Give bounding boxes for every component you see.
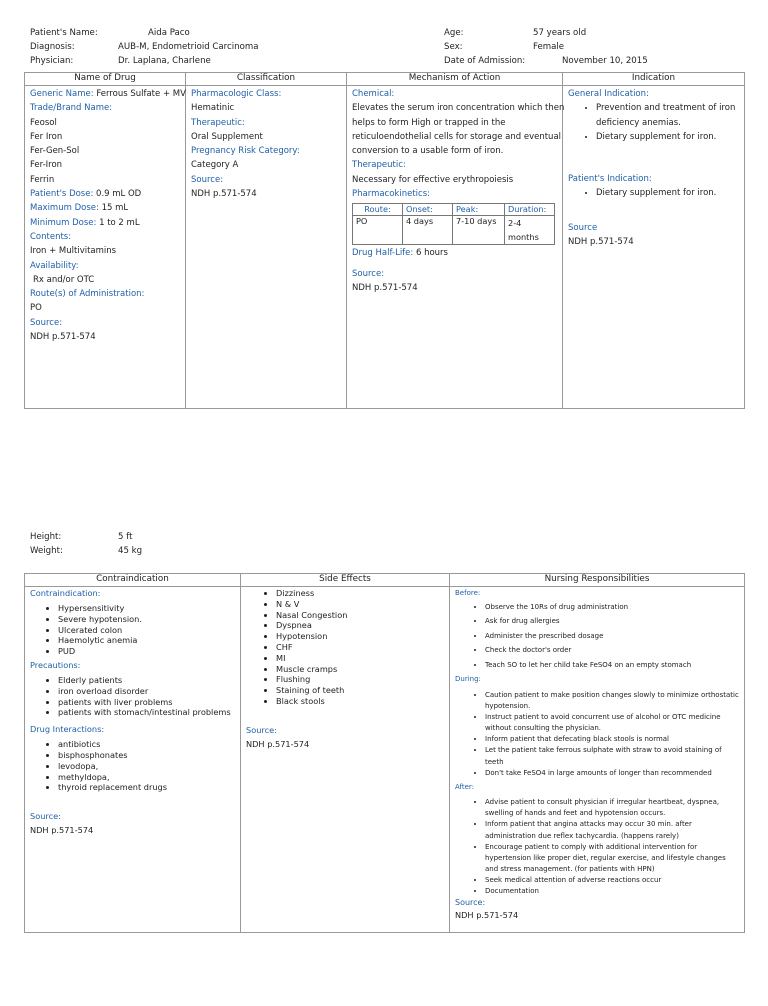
pk-route: PO (353, 216, 403, 245)
age-value: 57 years old (533, 28, 587, 38)
availability-label: Availability: (30, 260, 79, 271)
patient-dose-label: Patient's Dose: (30, 189, 94, 200)
during-item: • Don't take FeSO4 in large amounts of longer than recommended (485, 768, 739, 779)
precaution-item: • patients with liver problems (58, 697, 235, 708)
height-value: 5 ft (118, 532, 133, 542)
age-label: Age: (444, 28, 464, 38)
after-label: After: (455, 782, 475, 791)
mech-therapeutic-value: Necessary for effective erythropoiesis (352, 174, 514, 185)
after-item: • Advise patient to consult physician if irregular heartbeat, dyspnea, swelling of hands and feet and hypotension occurs. (485, 797, 739, 819)
interaction-item: • thyroid replacement drugs (58, 782, 235, 793)
side-effect-item: • Hypotension (276, 631, 444, 642)
side-effect-item: • Muscle cramps (276, 664, 444, 675)
class-source-label: Source: (191, 174, 224, 185)
classification-cell (186, 86, 347, 409)
mechanism-cell (347, 86, 563, 409)
pregnancy-value: Category A (191, 160, 239, 171)
during-item: • Let the patient take ferrous sulphate with straw to avoid staining of teeth (485, 745, 739, 767)
route-value: PO (30, 303, 42, 314)
pharm-class-label: Pharmacologic Class: (191, 89, 282, 99)
admission-label: Date of Admission: (444, 56, 526, 66)
generic-label: Generic Name: (30, 89, 94, 99)
max-dose-value: 15 mL (101, 203, 129, 214)
trade-item: Fer-Gen-Sol (30, 146, 80, 157)
patient-indication-label: Patient's Indication: (568, 174, 652, 185)
during-item: • Instruct patient to avoid concurrent use of alcohol or OTC medicine without consulting the physician. (485, 712, 739, 734)
weight-value: 45 kg (118, 546, 143, 556)
therapeutic-class-label: Therapeutic: (191, 117, 245, 128)
side-effect-item: • Dyspnea (276, 620, 444, 631)
pharmacokinetics-label: Pharmacokinetics: (352, 189, 430, 200)
chemical-line: helps to form High or trapped in the (352, 117, 506, 128)
height-label: Height: (30, 532, 62, 542)
precaution-item: • Elderly patients (58, 675, 235, 686)
trade-item: Fer Iron (30, 131, 63, 142)
weight-label: Weight: (30, 546, 63, 556)
nursing-source-label: Source: (455, 898, 486, 908)
physician-label: Physician: (30, 56, 74, 66)
contents-value: Iron + Multivitamins (30, 246, 117, 257)
pk-header-onset: Onset: (403, 204, 453, 216)
pregnancy-label: Pregnancy Risk Category: (191, 146, 300, 157)
during-label: During: (455, 675, 481, 684)
admission-value: November 10, 2015 (562, 56, 648, 66)
precaution-item: • iron overload disorder (58, 686, 235, 697)
after-item: • Encourage patient to comply with additional intervention for hypertension like proper diet, regular exercise, and lifestyle changes and stress management. (for patients with HPN) (485, 842, 739, 875)
halflife-label: Drug Half-Life: (352, 248, 414, 259)
after-item: • Seek medical attention of adverse reactions occur (485, 875, 739, 886)
pk-header-route: Route: (353, 204, 403, 216)
interaction-item: • levodopa, (58, 761, 235, 772)
physician-value: Dr. Laplana, Charlene (118, 56, 211, 66)
trade-item: Fer-Iron (30, 160, 63, 171)
before-item: • Check the doctor's order (485, 645, 739, 656)
precaution-item: • patients with stomach/intestinal problems (58, 707, 235, 718)
after-item: • Documentation (485, 886, 739, 897)
pk-header-duration: Duration: (505, 204, 555, 216)
therapeutic-class-value: Oral Supplement (191, 131, 263, 142)
interactions-label: Drug Interactions: (30, 724, 105, 735)
nursing-source-value: NDH p.571-574 (455, 909, 519, 920)
side-effect-item: • Dizziness (276, 588, 444, 599)
during-item: • Caution patient to make position changes slowly to minimize orthostatic hypotension. (485, 690, 739, 712)
header-name-of-drug: Name of Drug (25, 73, 186, 86)
interaction-item: • antibiotics (58, 739, 235, 750)
availability-value: Rx and/or OTC (33, 274, 95, 285)
mech-source-label: Source: (352, 268, 385, 279)
pharm-class-value: Hematinic (191, 103, 235, 114)
contra-source-label: Source: (30, 811, 61, 822)
chemical-line: Elevates the serum iron concentration which then (352, 103, 565, 114)
header-classification: Classification (186, 73, 347, 86)
halflife-value: 6 hours (415, 248, 448, 259)
contraindication-item: • Haemolytic anemia (58, 635, 235, 646)
side-effect-item: • Black stools (276, 696, 444, 707)
contraindication-item: • Hypersensitivity (58, 603, 235, 614)
header-indication: Indication (563, 73, 745, 86)
side-effect-item: • Nasal Congestion (276, 610, 444, 621)
side-effect-item: • CHF (276, 642, 444, 653)
route-label: Route(s) of Administration: (30, 289, 145, 300)
before-item: • Ask for drug allergies (485, 616, 739, 627)
side-effects-cell (241, 587, 450, 933)
trade-item: Ferrin (30, 174, 55, 185)
during-item: • Inform patient that defecating black stools is normal (485, 734, 739, 745)
side-effect-item: • MI (276, 653, 444, 664)
min-dose-value: 1 to 2 mL (99, 217, 140, 228)
diagnosis-value: AUB-M, Endometrioid Carcinoma (118, 42, 259, 52)
pk-header-peak: Peak: (453, 204, 505, 216)
header-mechanism: Mechanism of Action (347, 73, 563, 86)
before-label: Before: (455, 589, 481, 597)
chemical-line: reticuloendothelial cells for storage and eventual (352, 131, 562, 142)
general-indication-label: General Indication: (568, 89, 649, 99)
pk-peak: 7-10 days (453, 216, 505, 245)
contents-label: Contents: (30, 231, 72, 242)
before-item: • Teach SO to let her child take FeSO4 on an empty stomach (485, 660, 739, 671)
interaction-item: • methyldopa, (58, 772, 235, 783)
mech-source-value: NDH p.571-574 (352, 282, 418, 293)
sex-label: Sex: (444, 42, 463, 52)
pk-duration: 2-4 months (505, 216, 555, 245)
generic-value: Ferrous Sulfate + MV (96, 89, 186, 99)
diagnosis-label: Diagnosis: (30, 42, 75, 52)
patient-indication-item: • Dietary supplement for iron. (596, 186, 739, 200)
contraindication-label: Contraindication: (30, 588, 101, 598)
nursing-cell (450, 587, 745, 933)
contraindication-item: • Severe hypotension. (58, 614, 235, 625)
patient-dose-value: 0.9 mL OD (96, 189, 142, 200)
interaction-item: • bisphosphonates (58, 750, 235, 761)
pk-onset: 4 days (403, 216, 453, 245)
indication-cell (563, 86, 745, 409)
side-source-label: Source: (246, 724, 277, 735)
patient-name-label: Patient's Name: (30, 28, 98, 38)
contraindication-item: • PUD (58, 646, 235, 657)
drug-study-table (24, 72, 745, 409)
contra-source-value: NDH p.571-574 (30, 825, 94, 836)
pharmacokinetics-table (352, 203, 555, 245)
header-nursing: Nursing Responsibilities (450, 574, 745, 587)
sex-value: Female (533, 42, 565, 52)
precautions-label: Precautions: (30, 659, 81, 670)
contraindication-cell (25, 587, 241, 933)
drug-name-cell (25, 86, 186, 409)
min-dose-label: Minimum Dose: (30, 217, 97, 228)
side-source-value: NDH p.571-574 (246, 738, 310, 749)
patient-name: Aida Paco (148, 28, 190, 38)
nursing-table (24, 573, 745, 933)
indication-source-label: Source (568, 222, 598, 233)
chemical-line: conversion to a usable form of iron. (352, 146, 504, 157)
mech-therapeutic-label: Therapeutic: (352, 160, 406, 171)
max-dose-label: Maximum Dose: (30, 203, 99, 214)
class-source-value: NDH p.571-574 (191, 189, 257, 200)
after-item: • Inform patient that angina attacks may occur 30 min. after administration due reflex tachycardia. (happens rarely) (485, 819, 739, 841)
before-item: • Observe the 10Rs of drug administration (485, 602, 739, 613)
patient-info (30, 28, 730, 70)
side-effect-item: • N & V (276, 599, 444, 610)
general-indication-item: • Dietary supplement for iron. (596, 130, 739, 144)
header-contraindication: Contraindication (25, 574, 241, 587)
before-item: • Administer the prescribed dosage (485, 631, 739, 642)
side-effect-item: • Staining of teeth (276, 685, 444, 696)
side-effect-item: • Flushing (276, 674, 444, 685)
drug-source-value: NDH p.571-574 (30, 332, 96, 343)
chemical-label: Chemical: (352, 89, 395, 99)
general-indication-item: • Prevention and treatment of iron deficiency anemias. (596, 101, 739, 130)
header-side-effects: Side Effects (241, 574, 450, 587)
contraindication-item: • Ulcerated colon (58, 625, 235, 636)
drug-source-label: Source: (30, 317, 63, 328)
trade-item: Feosol (30, 117, 57, 128)
indication-source-value: NDH p.571-574 (568, 237, 634, 248)
trade-label: Trade/Brand Name: (30, 103, 113, 114)
